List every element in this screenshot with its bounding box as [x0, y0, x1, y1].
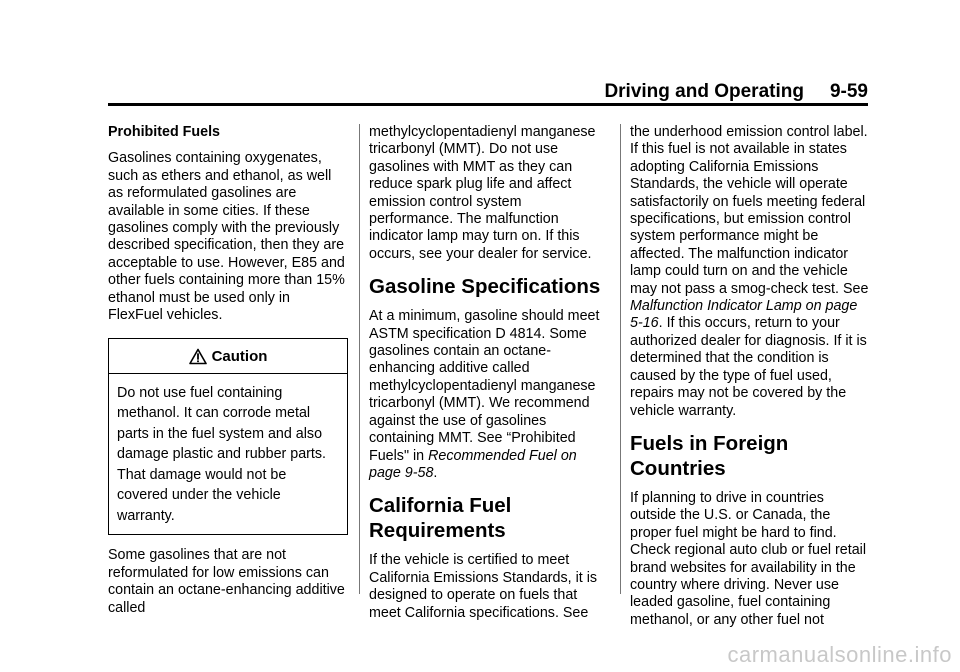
- header-rule: [108, 103, 868, 106]
- column-divider: [620, 124, 621, 594]
- caution-header: [109, 339, 347, 373]
- paragraph: [369, 308, 609, 482]
- page-number: 9-59: [829, 81, 868, 102]
- column-3: [630, 124, 870, 638]
- section-title: Driving and Operating: [604, 81, 804, 102]
- paragraph: methylcyclopentadienyl manganese tricarbonyl (MMT). Do not use gasolines with MMT as they can reduce spark plug life and affect emission control system performance. The malfunction indicator lamp may turn on. If this occurs, see your dealer for service.: [369, 124, 596, 262]
- paragraph: If the vehicle is certified to meet California Emissions Standards, it is designed to operate on fuels that meet California specifications. See: [369, 552, 598, 621]
- warning-triangle-icon: [189, 348, 207, 365]
- paragraph-text: At a minimum, gasoline should meet ASTM specification D 4814. Some gasolines contain an octane-enhancing additive called methylcyclopentadienyl manganese tricarbonyl (MMT). We recommend against the use of gasolines containing MMT. See “Prohibited Fuels" in: [369, 308, 600, 464]
- paragraph-text: .: [433, 464, 438, 481]
- paragraph: If planning to drive in countries outside the U.S. or Canada, the proper fuel might be hard to find. Check regional auto club or fuel retail brand websites for availability in the country where driving. Never use leaded gasoline, fuel containing methanol, or any other fuel not: [630, 489, 867, 628]
- paragraph-text: the underhood emission control label. If this fuel is not available in states adopting California Emissions Standards, the vehicle will operate satisfactorily on fuels meeting federal specifications, but emission control system performance might be affected. The malfunction indicator lamp could turn on and the vehicle may not pass a smog-check test. See: [630, 124, 869, 297]
- column-divider: [359, 124, 360, 594]
- subheading-prohibited-fuels: Prohibited Fuels: [108, 124, 221, 140]
- page-header: [604, 80, 868, 104]
- watermark: carmanualsonline.info: [727, 642, 952, 667]
- heading-california-fuel-requirements: California Fuel Requirements: [369, 494, 512, 543]
- caution-title: Caution: [211, 348, 268, 366]
- paragraph-text: . If this occurs, return to your authorized dealer for diagnosis. If it is determined that the condition is caused by the type of fuel used, repairs may not be covered by the vehicle warranty.: [630, 315, 867, 419]
- heading-gasoline-specifications: Gasoline Specifications: [369, 275, 601, 299]
- heading-fuels-in-foreign-countries: Fuels in Foreign Countries: [630, 431, 789, 480]
- paragraph: Some gasolines that are not reformulated for low emissions can contain an octane-enhancing additive called: [108, 547, 345, 616]
- caution-box: [108, 338, 348, 535]
- column-1: [108, 124, 348, 626]
- paragraph: [630, 124, 870, 420]
- cross-reference-link[interactable]: Malfunction Indicator Lamp on page 5-16: [630, 298, 858, 332]
- column-2: [369, 124, 609, 631]
- paragraph: Gasolines containing oxygenates, such as ethers and ethanol, as well as reformulated gasolines are available in some cities. If these gasolines comply with the previously described specification, then they are acceptable to use. However, E85 and other fuels containing more than 15% ethanol must be used only in FlexFuel vehicles.: [108, 150, 345, 324]
- cross-reference-link[interactable]: Recommended Fuel on page 9-58: [369, 447, 577, 481]
- caution-text: Do not use fuel containing methanol. It can corrode metal parts in the fuel system and also damage plastic and rubber parts. That damage would not be covered under the vehicle warranty.: [117, 384, 327, 524]
